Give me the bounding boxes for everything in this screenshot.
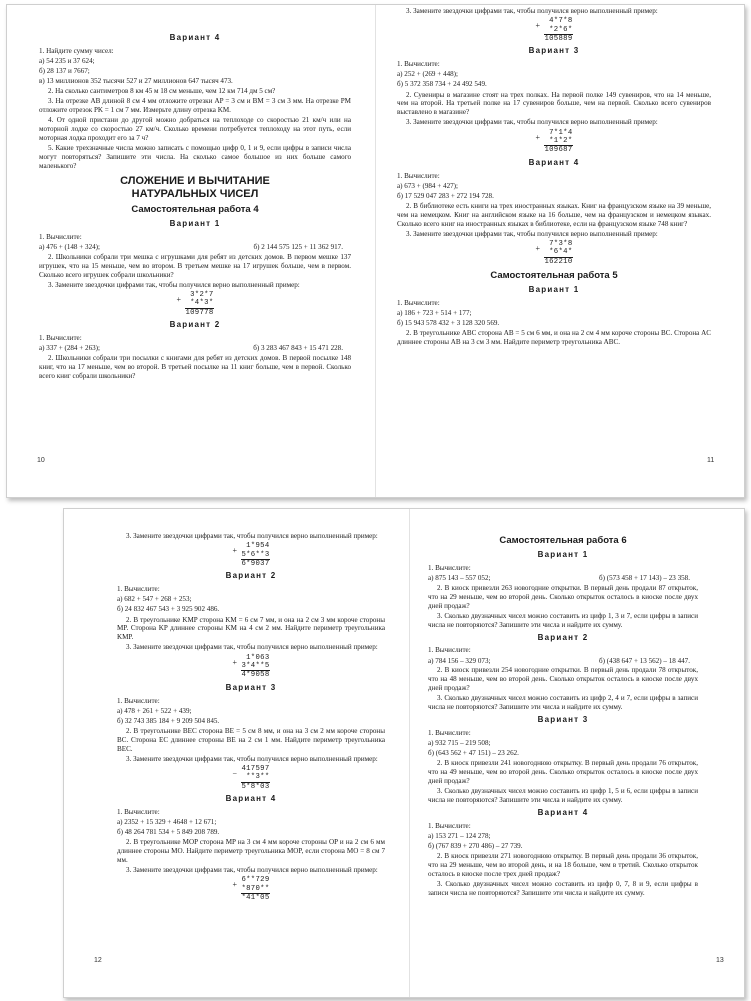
variant-heading: Вариант 2 — [537, 632, 589, 642]
task-text: 3. Сколько двузначных чисел можно составить из цифр 1, 5 и 6, если цифры в записи числа не повторяются? Запишите эти числа и найдите их сумму. — [428, 787, 698, 805]
puzzle-line: *6*4* — [549, 248, 573, 257]
variant-heading: Вариант 1 — [537, 549, 589, 559]
task-text: 1. Вычислите: — [397, 298, 440, 307]
task-text: 1. Вычислите: — [39, 333, 82, 342]
task-text: 2. В киоск привезли 271 новогоднюю открытку. В первый день продали 36 открыток, что на 29 меньше, чем во второй день, и на 18 больше, чем в третий. Сколько открыток осталось в киоске после трех дней продаж? — [428, 852, 698, 879]
task-row — [428, 657, 698, 666]
plus-sign: + — [535, 21, 540, 31]
task-part: а) 337 + (284 + 263); — [39, 344, 100, 353]
plus-sign: + — [232, 657, 237, 667]
task-text: 2. В треугольнике ABC сторона AB = 5 см 6 мм, и она на 2 см 4 мм короче стороны BC. Сторона AC длиннее стороны AB на 3 см 3 мм. Найдите периметр треугольника ABC. — [397, 329, 711, 347]
section-title-line: СЛОЖЕНИЕ И ВЫЧИТАНИЕ — [120, 175, 270, 187]
task-row — [39, 243, 351, 252]
digit-puzzle — [117, 765, 385, 791]
task-text: 3. Замените звездочки цифрами так, чтобы получился верно выполненный пример: — [406, 7, 658, 15]
task-text: 3. Замените звездочки цифрами так, чтобы получился верно выполненный пример: — [126, 866, 378, 875]
task-text: а) 252 + (269 + 448); — [397, 70, 458, 79]
task-text: б) 17 529 047 283 + 272 194 728. — [397, 191, 494, 200]
task-text: а) 673 + (984 + 427); — [397, 181, 458, 190]
task-text: 2. В киоск привезли 263 новогодние открытки. В первый день продали 87 открыток, что на 29 меньше, чем во второй день. Сколько открыток осталось в киоске после двух дней продаж? — [428, 583, 698, 610]
variant-heading: Вариант 1 — [169, 218, 221, 228]
task-text: 2. Школьники собрали три посылки с книгами для ребят из детских домов. В первой посылке 148 книг, что на 17 меньше, чем во второй. В третьей посылке на 11 книг больше, чем в первой. Сколько всего книг собрали школьники? — [39, 353, 351, 380]
puzzle-result: 162210 — [544, 257, 573, 266]
task-text: а) 153 271 – 124 278; — [428, 832, 491, 841]
variant-heading: Вариант 4 — [528, 157, 580, 167]
minus-sign: − — [232, 768, 237, 778]
digit-puzzle — [39, 291, 351, 317]
page-12 — [117, 532, 385, 906]
task-text: 1. Вычислите: — [428, 563, 471, 572]
task-text: 3. Замените звездочки цифрами так, чтобы получился верно выполненный пример: — [126, 643, 378, 652]
puzzle-line: 4*7*8 — [549, 17, 573, 26]
puzzle-line: *1*2* — [549, 136, 573, 145]
page-number: 11 — [707, 457, 715, 464]
task-part: а) 784 156 – 329 073; — [428, 656, 491, 665]
task-text: б) 15 943 578 432 + 3 128 320 569. — [397, 319, 500, 328]
task-text: 3. Замените звездочки цифрами так, чтобы получился верно выполненный пример: — [406, 229, 658, 238]
top-spread — [6, 4, 745, 498]
plus-sign: + — [232, 546, 237, 556]
gutter — [375, 5, 376, 497]
variant-heading: Вариант 3 — [225, 682, 277, 692]
task-text: 2. Школьники собрали три мешка с игрушками для ребят из детских домов. В первом мешке 137 игрушек, что на 15 меньше, чем во втором. В третьем мешке на 17 игрушек больше, чем в первом. Сколько всего игрушек собрали школьники? — [39, 252, 351, 279]
task-text: 1. Вычислите: — [117, 696, 160, 705]
page-13 — [428, 531, 698, 899]
variant-heading: Вариант 4 — [225, 794, 277, 804]
task-text: 2. На сколько сантиметров 8 км 45 м 18 см меньше, чем 12 км 714 дм 5 см? — [48, 87, 276, 96]
task-text: б) 24 832 467 543 + 3 925 902 486. — [117, 605, 220, 614]
puzzle-line: *870** — [241, 884, 270, 893]
task-text: 3. Сколько двузначных чисел можно составить из цифр 0, 7, 8 и 9, если цифры в записи числа не повторяются? Запишите эти числа и найдите их сумму. — [428, 880, 698, 898]
variant-heading: Вариант 3 — [537, 715, 589, 725]
page-10 — [39, 30, 351, 382]
variant-heading: Вариант 3 — [528, 46, 580, 56]
task-text: 3. Замените звездочки цифрами так, чтобы получился верно выполненный пример: — [126, 532, 378, 540]
task-text: в) 13 миллионов 352 тысячи 527 и 27 миллионов 647 тысяч 473. — [39, 77, 233, 86]
puzzle-result: 6*9037 — [241, 559, 270, 568]
task-text: 3. На отрезке AB длиной 8 см 4 мм отложите отрезки AP = 3 см и BM = 3 см 3 мм. На отрезке PM отложите отрезок PK = 1 см 7 мм. Измерьте длину отрезка KM. — [39, 97, 351, 115]
task-text: 3. Сколько двузначных чисел можно составить из цифр 1, 3 и 7, если цифры в записи числа не повторяются? Запишите эти числа и найдите их сумму. — [428, 611, 698, 629]
work-title: Самостоятельная работа 5 — [490, 270, 618, 282]
task-text: б) 28 137 и 7667; — [39, 67, 90, 76]
task-text: б) 32 743 385 184 + 9 209 504 845. — [117, 716, 220, 725]
digit-puzzle — [117, 654, 385, 680]
work-title: Самостоятельная работа 4 — [131, 204, 259, 215]
task-text: 1. Вычислите: — [428, 821, 471, 830]
task-row — [39, 344, 351, 353]
task-text: б) 5 372 358 734 + 24 492 549. — [397, 80, 487, 89]
task-text: б) (643 562 + 47 151) – 23 262. — [428, 749, 519, 758]
page-number: 12 — [94, 957, 102, 964]
page-11 — [397, 7, 711, 348]
task-part: б) 2 144 575 125 + 11 362 917. — [253, 242, 343, 251]
work-title: Самостоятельная работа 6 — [499, 535, 627, 546]
section-title-line: НАТУРАЛЬНЫХ ЧИСЕЛ — [131, 187, 259, 200]
task-text: 2. В киоск привезли 254 новогодние открытки. В первый день продали 78 открыток, что на 48 меньше, чем во второй день. Сколько открыток осталось в киоске после двух дней продаж? — [428, 666, 698, 693]
task-text: 1. Вычислите: — [428, 729, 471, 738]
variant-heading: Вариант 1 — [528, 285, 580, 295]
task-text: 1. Вычислите: — [117, 585, 160, 594]
task-part: б) 3 283 467 843 + 15 471 228. — [253, 344, 343, 353]
task-text: 3. Замените звездочки цифрами так, чтобы получился верно выполненный пример: — [406, 118, 658, 127]
task-text: б) 48 264 781 534 + 5 849 208 789. — [117, 828, 220, 837]
task-text: а) 2352 + 15 329 + 4648 + 12 671; — [117, 818, 217, 827]
section-title — [39, 175, 351, 200]
puzzle-line: 7*3*8 — [549, 239, 573, 248]
digit-puzzle — [397, 240, 711, 266]
variant-heading: Вариант 4 — [537, 808, 589, 818]
task-part: б) (573 458 + 17 143) – 23 358. — [599, 573, 690, 582]
variant-heading: Вариант 2 — [169, 320, 221, 330]
task-text: а) 478 + 261 + 522 + 439; — [117, 706, 192, 715]
task-text: 2. В треугольнике BEC сторона BE = 5 см 8 мм, и она на 3 см 2 мм короче стороны BC. Сторона EC длиннее стороны BE на 2 см 1 мм. Найдите периметр треугольника BEC. — [117, 726, 385, 753]
puzzle-line: 417597 — [241, 764, 270, 773]
variant-heading: Вариант 4 — [169, 33, 221, 42]
task-text: 1. Вычислите: — [397, 60, 440, 69]
task-text: б) (767 839 + 270 486) – 27 739. — [428, 842, 523, 851]
digit-puzzle — [397, 17, 711, 43]
task-text: 5. Какие трехзначные числа можно записать с помощью цифр 0, 1 и 9, если цифры в записи числа могут повторяться? Запишите эти числа. На сколько самое большое из них больше самого маленького? — [39, 144, 351, 171]
plus-sign: + — [535, 132, 540, 142]
puzzle-result: 4*9058 — [241, 671, 270, 680]
task-text: а) 682 + 547 + 268 + 253; — [117, 595, 192, 604]
task-part: б) (438 647 + 13 562) – 18 447. — [599, 656, 690, 665]
digit-puzzle — [117, 542, 385, 568]
task-text: 4. От одной пристани до другой можно добраться на теплоходе со скоростью 21 км/ч или на моторной лодке со скоростью 27 км/ч. Сколько времени потребуется теплоходу на этот путь, если моторная лодка проходит его за 7 ч? — [39, 116, 351, 143]
puzzle-line: *2*6* — [549, 25, 573, 34]
digit-puzzle — [117, 876, 385, 902]
task-text: 2. В треугольнике KMP сторона KM = 6 см 7 мм, и она на 2 см 3 мм короче стороны MP. Сторона KP длиннее стороны KM на 4 см 2 мм. Найдите периметр треугольника KMP. — [117, 615, 385, 642]
task-text: 2. В библиотеке есть книги на трех иностранных языках. Книг на французском языке на 39 меньше, чем на немецком. Книг на английском языке на 16 больше, чем на французском и немецком языках. Сколько всего книг на иностранных языках в библиотеке, если на французском языке 748 книг? — [397, 201, 711, 228]
task-part: а) 476 + (148 + 324); — [39, 242, 100, 251]
puzzle-result: *41*05 — [241, 894, 270, 903]
puzzle-result: 105889 — [544, 34, 573, 43]
bottom-spread — [63, 508, 745, 998]
task-text: 3. Сколько двузначных чисел можно составить из цифр 2, 4 и 7, если цифры в записи числа не повторяются? Запишите эти числа и найдите их сумму. — [428, 694, 698, 712]
puzzle-result: 5*8*03 — [241, 782, 270, 791]
plus-sign: + — [232, 880, 237, 890]
variant-heading: Вариант 2 — [225, 571, 277, 581]
task-text: 2. В треугольнике MOP сторона MP на 3 см 4 мм короче стороны OP и на 2 см 6 мм длиннее стороны MO. Найдите периметр треугольника MOP, если сторона MO = 8 см 7 мм. — [117, 838, 385, 865]
puzzle-line: *4*3* — [190, 299, 214, 308]
task-text: а) 54 235 и 37 624; — [39, 57, 95, 65]
page-number: 10 — [37, 457, 45, 464]
task-text: 1. Вычислите: — [397, 171, 440, 180]
task-text: 2. В киоск привезли 241 новогоднюю открытку. В первый день продали 76 открыток, что на 49 меньше, чем во второй день. Сколько открыток осталось в киоске после двух дней продаж? — [428, 759, 698, 786]
puzzle-result: 109778 — [185, 308, 214, 317]
puzzle-line: 7*1*4 — [549, 128, 573, 137]
page-number: 13 — [716, 957, 724, 964]
puzzle-line: 5*6**3 — [241, 550, 270, 559]
task-text: 1. Вычислите: — [39, 232, 82, 241]
task-row — [428, 574, 698, 583]
gutter — [409, 509, 410, 997]
puzzle-line: 3*4**5 — [241, 661, 270, 670]
task-text: 1. Найдите сумму чисел: — [39, 46, 114, 55]
plus-sign: + — [176, 294, 181, 304]
plus-sign: + — [535, 243, 540, 253]
puzzle-line: 1*954 — [246, 542, 270, 551]
task-part: а) 875 143 – 557 052; — [428, 573, 491, 582]
puzzle-line: 1*063 — [246, 653, 270, 662]
puzzle-line: **3** — [246, 773, 270, 782]
task-text: 1. Вычислите: — [428, 646, 471, 655]
puzzle-line: 6**729 — [241, 876, 270, 885]
task-text: а) 186 + 723 + 514 + 177; — [397, 309, 472, 318]
task-text: а) 932 715 – 219 508; — [428, 739, 491, 748]
digit-puzzle — [397, 129, 711, 155]
task-text: 3. Замените звездочки цифрами так, чтобы получился верно выполненный пример: — [126, 754, 378, 763]
puzzle-result: 109687 — [544, 146, 573, 155]
task-text: 3. Замените звездочки цифрами так, чтобы получился верно выполненный пример: — [48, 280, 300, 289]
task-text: 1. Вычислите: — [117, 808, 160, 817]
task-text: 2. Сувениры в магазине стоят на трех полках. На первой полке 149 сувениров, что на 14 меньше, чем на второй. На третьей полке на 17 сувениров больше, чем на первой. Сколько всего сувениров выставлено в магазине? — [397, 90, 711, 117]
puzzle-line: 3*2*7 — [190, 290, 214, 299]
